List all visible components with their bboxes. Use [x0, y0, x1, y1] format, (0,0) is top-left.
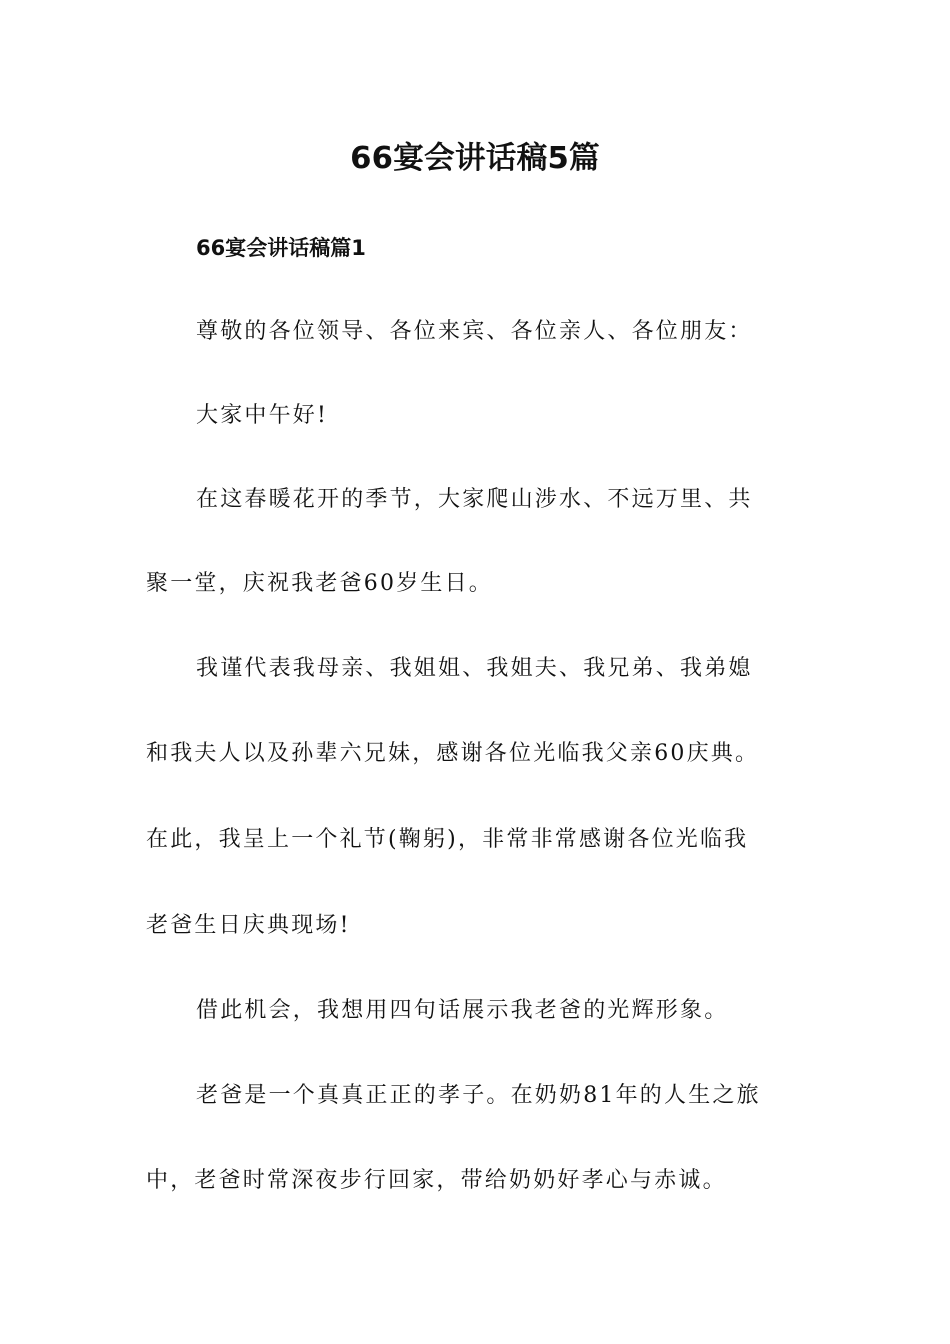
- paragraph-line: 老爸是一个真真正正的孝子。在奶奶81年的人生之旅: [196, 1083, 761, 1108]
- document-title: 66宴会讲话稿5篇: [350, 141, 600, 176]
- paragraph-line: 借此机会，我想用四句话展示我老爸的光辉形象。: [196, 998, 729, 1023]
- paragraph-greeting: 大家中午好!: [196, 403, 329, 428]
- paragraph-line: 在此，我呈上一个礼节(鞠躬)，非常非常感谢各位光临我: [146, 827, 749, 852]
- paragraph-line: 我谨代表我母亲、我姐姐、我姐夫、我兄弟、我弟媳: [196, 656, 753, 681]
- paragraph-line: 和我夫人以及孙辈六兄妹，感谢各位光临我父亲60庆典。: [146, 741, 760, 766]
- paragraph-salutation: 尊敬的各位领导、各位来宾、各位亲人、各位朋友：: [196, 319, 753, 344]
- section-heading: 66宴会讲话稿篇1: [196, 236, 366, 260]
- paragraph-line: 在这春暖花开的季节，大家爬山涉水、不远万里、共: [196, 487, 753, 512]
- paragraph-line: 老爸生日庆典现场!: [146, 913, 351, 938]
- paragraph-line: 中，老爸时常深夜步行回家，带给奶奶好孝心与赤诚。: [146, 1168, 727, 1193]
- paragraph-line: 聚一堂，庆祝我老爸60岁生日。: [146, 571, 493, 596]
